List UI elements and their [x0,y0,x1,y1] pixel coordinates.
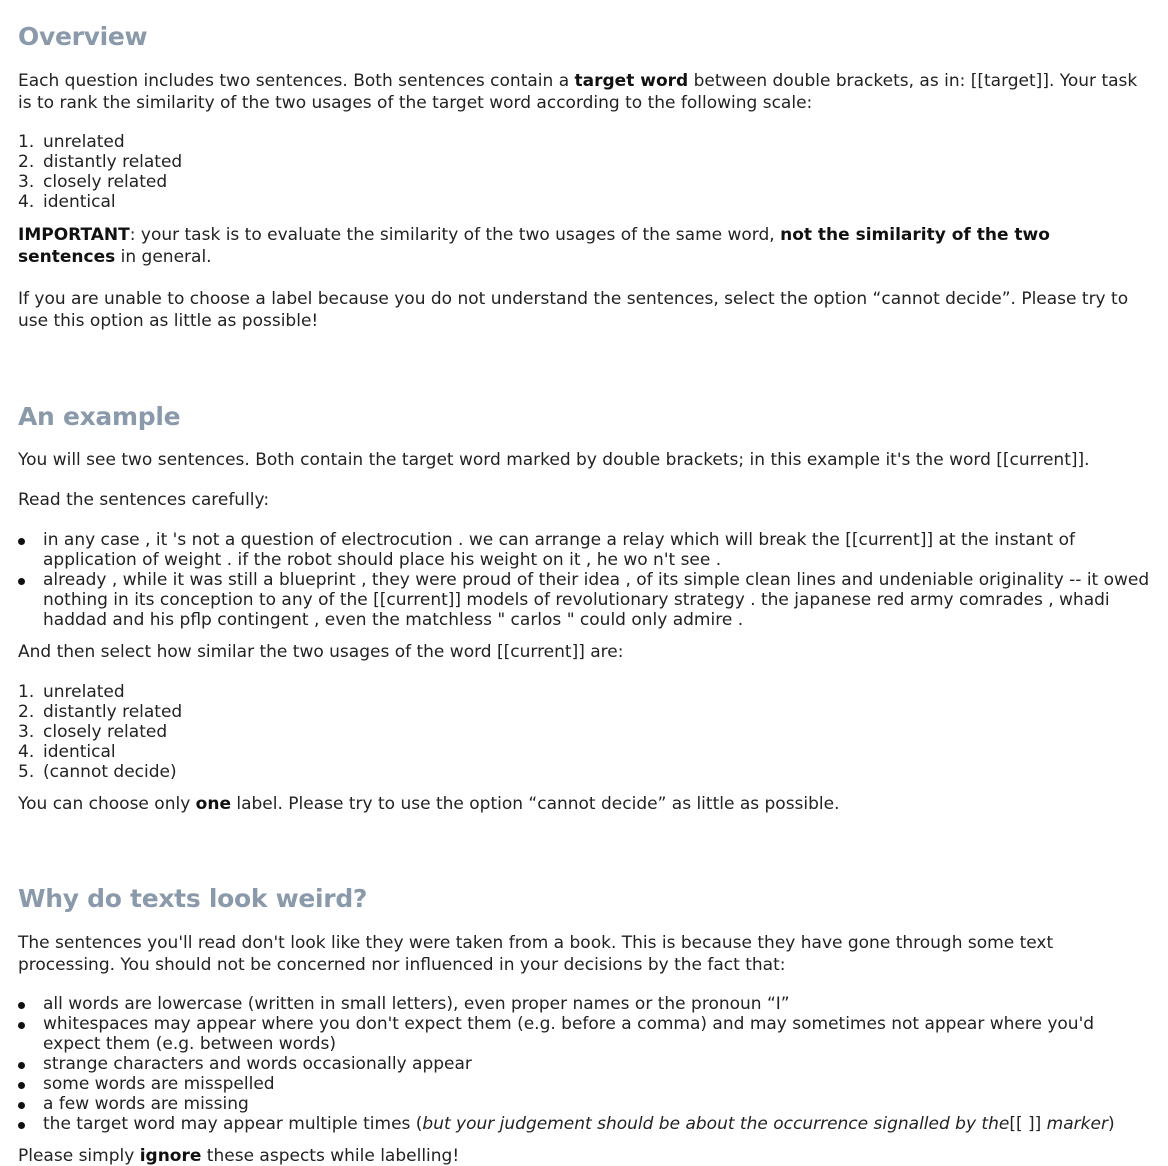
weird-texts-item [18,1114,1150,1134]
option-item [18,742,1150,762]
example-section [18,402,1150,814]
weird-texts-item: strange characters and words occasionally appear [18,1054,1150,1074]
weird-texts-heading: Why do texts look weird? [18,884,368,913]
scale-item [18,152,1150,172]
scale-item-label: identical [43,192,116,212]
option-item [18,722,1150,742]
scale-item-number: 2. [18,152,35,172]
important-text-a: : your task is to evaluate the similarity of the two usages of the same word, [129,225,781,245]
weird-texts-intro: The sentences you'll read don't look like they were taken from a book. This is because they have gone through some text processing. You should not be concerned nor influenced in your decisions by the fact that: [18,933,1054,975]
weird-texts-section [18,884,1150,1166]
scale-item-number: 1. [18,132,35,152]
multi-occurrence-marker: [[ ]] [1009,1114,1042,1134]
overview-intro [18,70,1150,114]
cannot-decide-note: If you are unable to choose a label because you do not understand the sentences, select the option “cannot decide”. Please try to use this option as little as possible! [18,289,1129,331]
option-item-label: closely related [43,722,168,742]
one-label-text-a: You can choose only [18,794,196,814]
example-intro: You will see two sentences. Both contain the target word marked by double brackets; in this example it's the word [[current]]. [18,450,1090,470]
weird-texts-item: some words are misspelled [18,1074,1150,1094]
overview-section [18,22,1150,332]
example-read-instruction: Read the sentences carefully: [18,490,270,510]
important-label: IMPORTANT [18,225,130,245]
option-item-number: 5. [18,762,35,782]
scale-item-number: 3. [18,172,35,192]
important-text-b: in general. [115,247,212,267]
option-item-label: (cannot decide) [43,762,177,782]
example-sentence: already , while it was still a blueprint , they were proud of their idea , of its simple clean lines and undeniable originality -- it owed nothing in its conception to any of the [[current]] models of revolutionary strategy . the japanese red army comrades , whadi haddad and his pflp contingent , even the matchless " carlos " could only admire . [18,570,1150,630]
example-sentence: in any case , it 's not a question of electrocution . we can arrange a relay which will break the [[current]] at the instant of application of weight . if the robot should place his weight on it , he wo n't see . [18,530,1150,570]
scale-item [18,132,1150,152]
multi-occurrence-text-c: ) [1107,1114,1115,1134]
overview-heading: Overview [18,22,148,51]
one-label-emphasis: one [195,794,231,814]
scale-item [18,172,1150,192]
overview-intro-bold: target word [574,71,689,91]
option-item-number: 2. [18,702,35,722]
example-options-list [18,682,1150,782]
multi-occurrence-italic-marker: marker [1041,1114,1108,1134]
option-item-number: 4. [18,742,35,762]
ignore-emphasis: ignore [139,1146,202,1166]
overview-scale-list [18,132,1150,212]
overview-intro-text-a: Each question includes two sentences. Both sentences contain a [18,71,575,91]
multi-occurrence-italic: but your judgement should be about the occurrence signalled by the [422,1114,1010,1134]
ignore-note [18,1146,1150,1166]
important-note [18,224,1150,268]
important-emphasis: not the similarity of the two sentences [18,225,1050,267]
multi-occurrence-text-a: the target word may appear multiple times ( [43,1114,423,1134]
option-item-number: 3. [18,722,35,742]
ignore-text-b: these aspects while labelling! [201,1146,460,1166]
option-item-label: unrelated [43,682,125,702]
weird-texts-item: a few words are missing [18,1094,1150,1114]
option-item-label: identical [43,742,116,762]
scale-item-number: 4. [18,192,35,212]
weird-texts-item: whitespaces may appear where you don't expect them (e.g. before a comma) and may sometimes not appear where you'd expect them (e.g. between words) [18,1014,1150,1054]
option-item [18,762,1150,782]
scale-item [18,192,1150,212]
one-label-text-b: label. Please try to use the option “cannot decide” as little as possible. [230,794,840,814]
one-label-note [18,794,1150,814]
option-item-number: 1. [18,682,35,702]
scale-item-label: unrelated [43,132,125,152]
example-heading: An example [18,402,181,431]
ignore-text-a: Please simply [18,1146,140,1166]
option-item [18,682,1150,702]
weird-texts-item: all words are lowercase (written in small letters), even proper names or the pronoun “I” [18,994,1150,1014]
overview-intro-text-b: between double brackets, as in: [[target]]. Your task is to rank the similarity of the two usages of the target word according to the following scale: [18,71,1138,113]
option-item [18,702,1150,722]
example-sentence-list [18,530,1150,630]
scale-item-label: closely related [43,172,168,192]
option-item-label: distantly related [43,702,183,722]
weird-texts-list [18,994,1150,1134]
scale-item-label: distantly related [43,152,183,172]
example-select-instruction: And then select how similar the two usages of the word [[current]] are: [18,642,624,662]
